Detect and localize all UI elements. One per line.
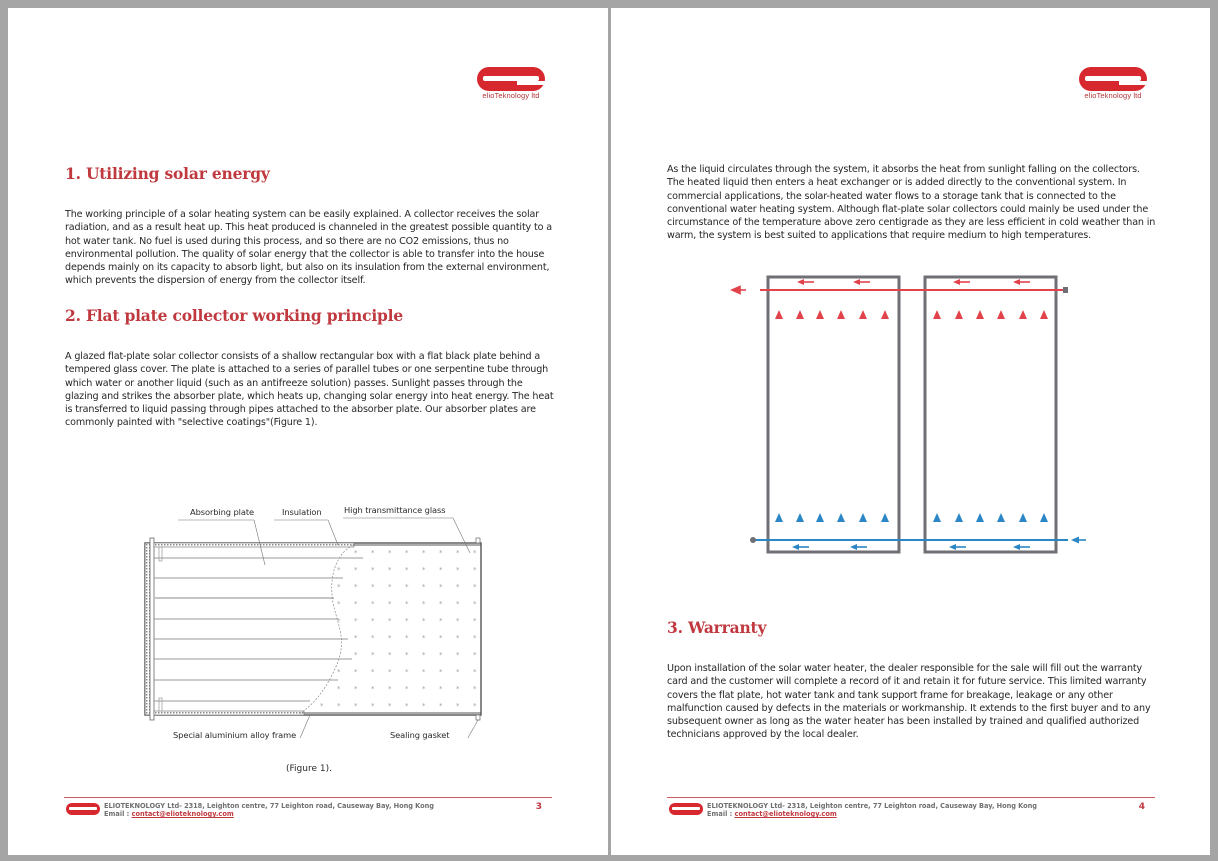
- footer-email-label: Email :: [707, 810, 735, 818]
- figure-1-collector-diagram: [128, 493, 488, 738]
- page-number: 3: [535, 802, 542, 812]
- label-absorbing-plate: Absorbing plate: [190, 507, 255, 517]
- footer-email-link[interactable]: contact@elioteknology.com: [734, 810, 837, 818]
- document-page-3: [8, 8, 608, 855]
- footer-email-label: Email :: [104, 810, 132, 818]
- figure-1-caption: (Figure 1).: [286, 764, 332, 774]
- footer-email-line: [104, 810, 234, 818]
- label-aluminium-frame: Special aluminium alloy frame: [173, 730, 297, 740]
- footer-address: ELIOTEKNOLOGY Ltd- 2318, Leighton centre, 77 Leighton road, Causeway Bay, Hong Kong: [104, 802, 434, 810]
- company-logo: [475, 67, 547, 101]
- footer-logo-icon: [66, 803, 100, 815]
- logo-e-mark-icon: [1079, 67, 1147, 91]
- footer-address: ELIOTEKNOLOGY Ltd- 2318, Leighton centre, 77 Leighton road, Causeway Bay, Hong Kong: [707, 802, 1037, 810]
- label-sealing-gasket: Sealing gasket: [390, 730, 450, 740]
- logo-e-mark-icon: [477, 67, 545, 91]
- footer-logo-icon: [669, 803, 703, 815]
- section-body-warranty: Upon installation of the solar water heater, the dealer responsible for the sale will fill out the warranty card and the customer will complete a record of it and retain it for future service. This limited warranty covers the flat plate, hot water tank and tank support frame for breakage, leakage or any other malfunction caused by defects in the materials or workmanship. It extends to the first buyer and to any subsequent owner as long as the water heater has been installed by trained and qualified authorized technicians approved by the local dealer.: [667, 663, 1151, 741]
- collector-cross-section-illustration: [128, 493, 488, 738]
- dual-collector-flow-illustration: [726, 270, 1096, 560]
- section-body-circulation: As the liquid circulates through the system, it absorbs the heat from sunlight falling on the collectors. The heated liquid then enters a heat exchanger or is added directly to the conventional system. In commercial applications, the solar-heated water flows to a storage tank that is connected to the conventional water heating system. Although flat-plate solar collectors could mainly be used under the circumstance of the temperature above zero centigrade as they are less efficient in cold weather than in warm, the system is best suited to applications that require medium to high temperatures.: [667, 164, 1156, 242]
- section-heading-utilizing-solar-energy: 1. Utilizing solar energy: [65, 164, 270, 183]
- company-logo: [1077, 67, 1149, 101]
- label-high-transmittance-glass: High transmittance glass: [344, 505, 446, 515]
- footer-divider: [64, 797, 552, 798]
- footer-email-line: [707, 810, 837, 818]
- logo-wordmark: elioTeknology ltd: [482, 91, 540, 100]
- section-heading-flat-plate-principle: 2. Flat plate collector working principle: [65, 306, 404, 325]
- label-insulation: Insulation: [282, 507, 322, 517]
- footer-divider: [667, 797, 1155, 798]
- section-body-flat-plate-principle: A glazed flat-plate solar collector consists of a shallow rectangular box with a flat black plate behind a tempered glass cover. The plate is attached to a series of parallel tubes or one serpentine tube through which water or another liquid (such as an antifreeze solution) passes. Sunlight passes through the glazing and strikes the absorber plate, which heats up, changing solar energy into heat energy. The heat is transferred to liquid passing through pipes attached to the absorber plate. Our absorber plates are commonly painted with "selective coatings"(Figure 1).: [65, 351, 554, 429]
- section-body-utilizing-solar-energy: The working principle of a solar heating system can be easily explained. A collector receives the solar radiation, and as a result heat up. This heat produced is channeled in the greatest possible quantity to a hot water tank. No fuel is used during this process, and so there are no CO2 emissions, thus no environmental pollution. The quality of solar energy that the collector is able to transfer into the house depends mainly on its capacity to absorb light, but also on its insulation from the external environment, which prevents the dispersion of energy from the collector itself.: [65, 209, 552, 287]
- section-heading-warranty: 3. Warranty: [667, 618, 767, 637]
- page-number: 4: [1138, 802, 1145, 812]
- page-footer: [667, 801, 1155, 825]
- figure-flow-diagram: [726, 270, 1096, 560]
- document-page-4: [611, 8, 1210, 855]
- footer-email-link[interactable]: contact@elioteknology.com: [131, 810, 234, 818]
- logo-wordmark: elioTeknology ltd: [1084, 91, 1142, 100]
- page-footer: [64, 801, 552, 825]
